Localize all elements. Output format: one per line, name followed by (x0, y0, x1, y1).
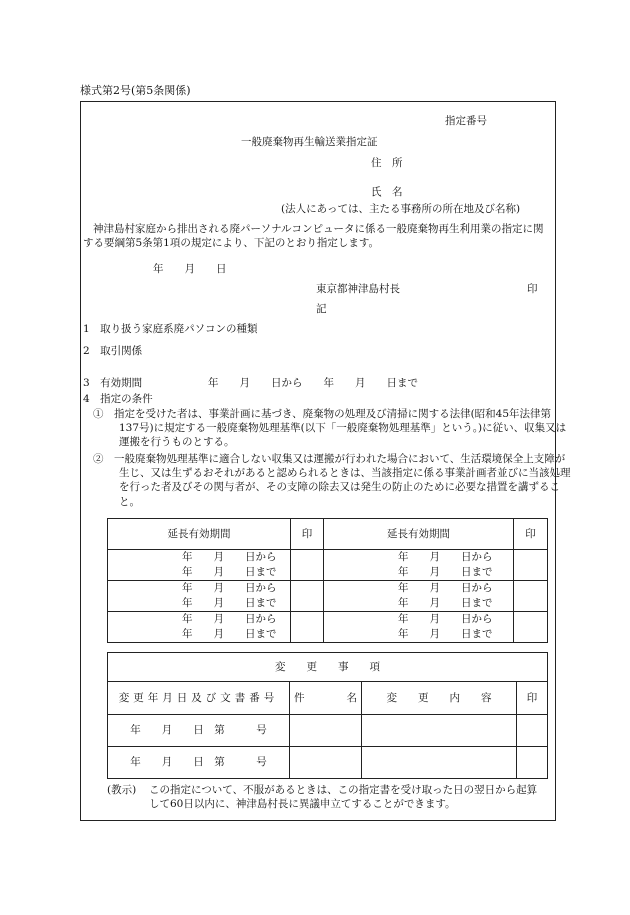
extension-from: 年 月 日から (398, 613, 493, 625)
certificate-frame (80, 101, 571, 821)
address-label: 住 所 (371, 157, 403, 169)
change-table (107, 652, 548, 779)
change-row-content (362, 747, 517, 779)
change-col-subject: 件 名 (290, 682, 362, 715)
change-col-seal: 印 (517, 682, 548, 715)
extension-from: 年 月 日から (398, 582, 493, 594)
extension-header-period-2: 延長有効期間 (324, 519, 514, 550)
change-table-title: 変 更 事 項 (108, 653, 548, 682)
extension-period-cell (108, 612, 291, 643)
item-3-period: 年 月 日から 年 月 日まで (208, 377, 418, 389)
change-row-subject (290, 715, 362, 747)
condition-1: ① 指定を受けた者は、事業計画に基づき、廃棄物の処理及び清掃に関する法律(昭和45年法律第137号)に規定する一般廃棄物処理基準(以下「一般廃棄物処理基準」という。)に従い、収集又は運搬を行うものとする。 (93, 408, 567, 449)
extension-seal-cell (514, 550, 548, 581)
extension-to: 年 月 日まで (398, 597, 493, 609)
extension-seal-cell (514, 612, 548, 643)
notice-label: (教示) (107, 784, 137, 796)
item-2: 2 取引関係 (83, 345, 143, 357)
designation-number-label: 指定番号 (445, 115, 487, 127)
intro-text: 神津島村家庭から排出される廃パーソナルコンピュータに係る一般廃棄物再生利用業の指定に関する要綱第5条第1項の規定により、下記のとおり指定します。 (83, 223, 544, 250)
issue-date: 年 月 日 (153, 263, 227, 275)
certificate-title: 一般廃棄物再生輸送業指定証 (241, 136, 378, 148)
change-row-subject (290, 747, 362, 779)
corporation-note: (法人にあっては、主たる事務所の所在地及び名称) (281, 203, 521, 215)
extension-period-cell (324, 612, 514, 643)
extension-header-period: 延長有効期間 (108, 519, 291, 550)
issuer-seal: 印 (527, 283, 538, 295)
extension-table (107, 518, 548, 643)
change-row-date: 年 月 日 第 号 (108, 747, 290, 779)
form-label: 様式第2号(第5条関係) (80, 84, 191, 97)
change-row-seal (517, 715, 548, 747)
extension-from: 年 月 日から (398, 551, 493, 563)
condition-2: ② 一般廃棄物処理基準に適合しない収集又は運搬が行われた場合において、生活環境保全上支障が生じ、又は生ずるおそれがあると認められるときは、当該指定に係る事業計画者並びに当該処理を行った者及びその関与者が、その支障の除去又は発生の防止のために必要な措置を講ずること。 (93, 453, 571, 508)
change-row-date: 年 月 日 第 号 (108, 715, 290, 747)
extension-header-seal: 印 (291, 519, 324, 550)
extension-seal-cell (291, 612, 324, 643)
extension-period-cell (324, 550, 514, 581)
extension-period-cell (324, 581, 514, 612)
extension-seal-cell (291, 581, 324, 612)
name-label: 氏 名 (371, 186, 403, 198)
issuer: 東京都神津島村長 (316, 283, 400, 295)
extension-period-cell (108, 581, 291, 612)
extension-from: 年 月 日から (182, 613, 277, 625)
change-row-content (362, 715, 517, 747)
extension-period-cell (108, 550, 291, 581)
extension-seal-cell (291, 550, 324, 581)
ki-label: 記 (316, 303, 327, 315)
extension-header-seal-2: 印 (514, 519, 548, 550)
notice-text: この指定について、不服があるときは、この指定書を受け取った日の翌日から起算して60日以内に、神津島村長に異議申立てすることができます。 (149, 784, 538, 811)
change-col-content: 変 更 内 容 (362, 682, 517, 715)
extension-from: 年 月 日から (182, 551, 277, 563)
extension-to: 年 月 日まで (182, 597, 277, 609)
item-3-label: 3 有効期間 (83, 377, 143, 389)
extension-seal-cell (514, 581, 548, 612)
item-4: 4 指定の条件 (83, 393, 153, 405)
item-1: 1 取り扱う家庭系廃パソコンの種類 (83, 323, 258, 335)
extension-to: 年 月 日まで (398, 566, 493, 578)
extension-from: 年 月 日から (182, 582, 277, 594)
change-col-date: 変更年月日及び文書番号 (108, 682, 290, 715)
extension-to: 年 月 日まで (398, 628, 493, 640)
extension-to: 年 月 日まで (182, 628, 277, 640)
extension-to: 年 月 日まで (182, 566, 277, 578)
change-row-seal (517, 747, 548, 779)
